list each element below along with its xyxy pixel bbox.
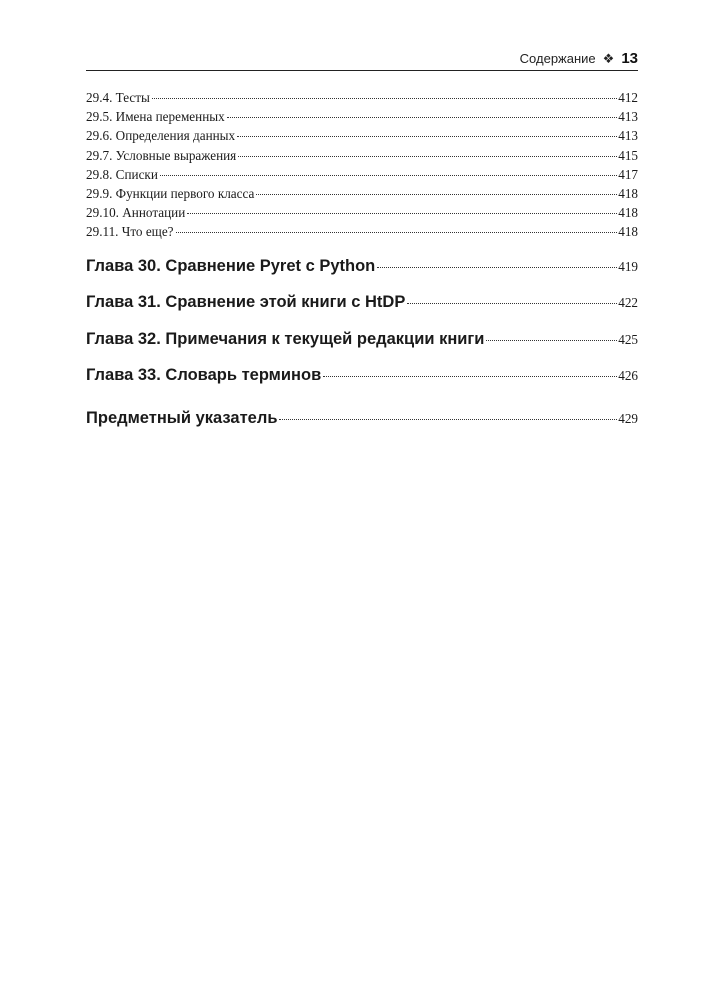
toc-entry-page: 418: [618, 205, 638, 221]
toc-entry-page: 413: [618, 128, 638, 144]
dot-leader: [160, 175, 617, 176]
toc-entry-title: 29.5. Имена переменных: [86, 109, 225, 125]
dot-leader: [377, 267, 617, 268]
toc-entry-title: 29.4. Тесты: [86, 90, 150, 105]
header-title: Содержание: [519, 51, 596, 66]
header-page-number: 13: [621, 50, 638, 67]
toc-chapter-entry[interactable]: [86, 357, 638, 394]
toc-section-entry[interactable]: [86, 184, 638, 203]
toc-entry-page: 418: [618, 224, 638, 240]
dot-leader: [237, 136, 617, 137]
toc-section-entry[interactable]: [86, 88, 638, 107]
toc-chapter-title: Глава 32. Примечания к текущей редакции книги: [86, 329, 485, 348]
toc-chapter-entry[interactable]: [86, 248, 638, 285]
toc-entry-title: 29.6. Определения данных: [86, 128, 236, 144]
toc-section-entry[interactable]: [86, 165, 638, 184]
toc-section-entry[interactable]: [86, 222, 638, 241]
toc-section-entry[interactable]: [86, 203, 638, 222]
toc-entry-page: 417: [618, 166, 638, 182]
toc-index-entry[interactable]: [86, 400, 638, 437]
toc-entry-title: 29.7. Условные выражения: [86, 147, 237, 163]
table-of-contents: [86, 88, 638, 436]
toc-entry-title: 29.11. Что еще?: [86, 224, 174, 240]
toc-index-title: Предметный указатель: [86, 408, 278, 427]
toc-section-entry[interactable]: [86, 126, 638, 145]
toc-chapter-title: Глава 31. Сравнение этой книги с HtDP: [86, 293, 406, 311]
toc-entry-page: 413: [618, 109, 638, 125]
dot-leader: [407, 303, 617, 304]
toc-chapter-page: 425: [618, 331, 638, 347]
dot-leader: [323, 376, 617, 377]
dot-leader: [279, 419, 617, 420]
dot-leader: [187, 213, 617, 214]
dot-leader: [152, 98, 617, 99]
running-header: [86, 46, 638, 71]
toc-entry-title: 29.8. Списки: [86, 166, 158, 182]
toc-chapter-page: 426: [618, 368, 638, 383]
toc-section-entry[interactable]: [86, 146, 638, 165]
header-separator-icon: ❖: [602, 51, 615, 66]
dot-leader: [256, 194, 617, 195]
dot-leader: [176, 232, 618, 233]
header-content: [520, 50, 638, 67]
toc-entry-page: 412: [618, 90, 638, 105]
toc-section-entry[interactable]: [86, 107, 638, 126]
dot-leader: [486, 340, 617, 341]
dot-leader: [238, 156, 617, 157]
toc-chapter-entry[interactable]: [86, 321, 638, 358]
toc-chapter-title: Глава 30. Сравнение Pyret с Python: [86, 256, 376, 275]
dot-leader: [227, 117, 617, 118]
toc-chapter-entry[interactable]: [86, 284, 638, 321]
toc-chapter-page: 422: [618, 295, 638, 310]
toc-chapter-page: 419: [618, 258, 638, 274]
toc-entry-page: 415: [618, 147, 638, 163]
toc-entry-title: 29.9. Функции первого класса: [86, 185, 255, 201]
toc-entry-page: 418: [618, 185, 638, 201]
toc-index-page: 429: [618, 410, 638, 426]
toc-entry-title: 29.10. Аннотации: [86, 205, 186, 221]
toc-chapter-title: Глава 33. Словарь терминов: [86, 366, 322, 384]
